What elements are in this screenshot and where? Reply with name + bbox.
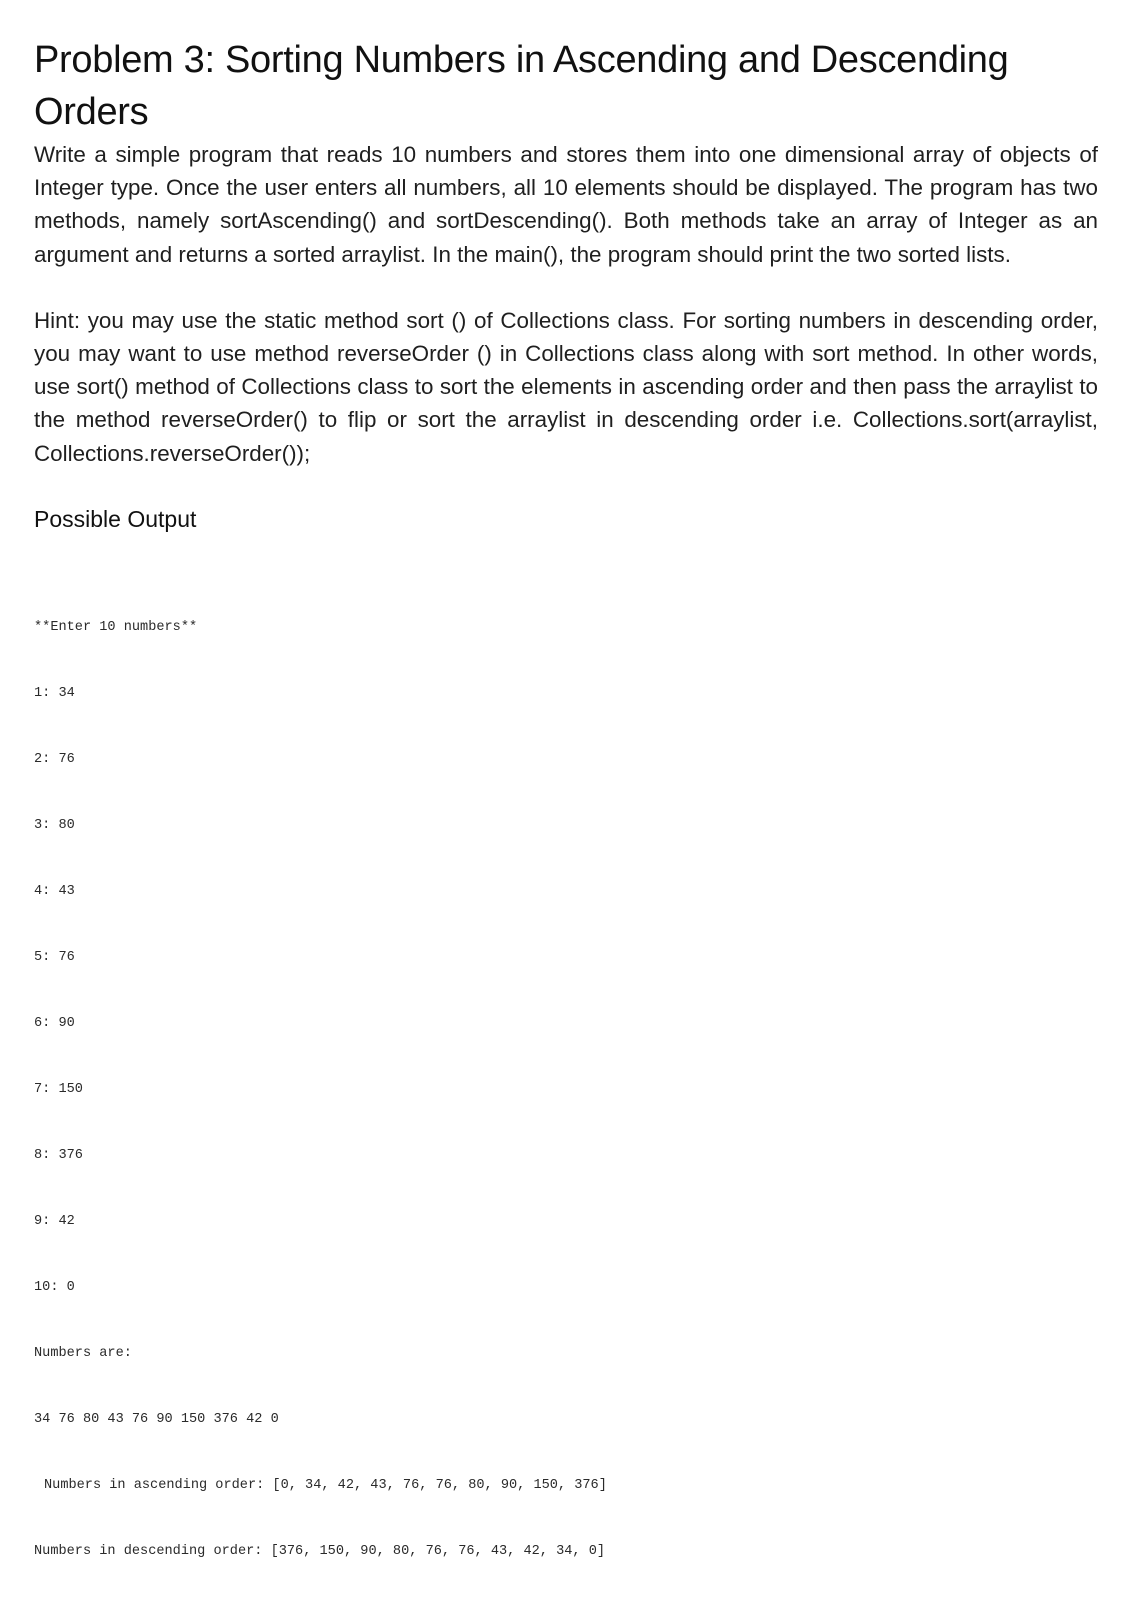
ascending-line: Numbers in ascending order: [0, 34, 42, 43, 76, 76, 80, 90, 150, 376]	[44, 1477, 607, 1493]
hint-paragraph: Hint: you may use the static method sort () of Collections class. For sorting numbers in descending order, you may want to use method reverseOrder () in Collections class along with sort method. In other words, use sort() method of Collections class to sort the elements in ascending order and then pass the arraylist to the method reverseOrder() to flip or sort the arraylist in descending order i.e. Collections.sort(arraylist, Collections.reverseOrder());	[34, 307, 1098, 466]
document-page	[34, 34, 1098, 1607]
console-input-line: 9: 42	[34, 1213, 75, 1229]
output-heading: Possible Output	[34, 505, 197, 532]
numbers-label: Numbers are:	[34, 1345, 132, 1361]
console-input-line: 10: 0	[34, 1279, 75, 1295]
numbers-line: 34 76 80 43 76 90 150 376 42 0	[34, 1411, 279, 1427]
console-input-line: 8: 376	[34, 1147, 83, 1163]
console-input-line: 5: 76	[34, 949, 75, 965]
console-input-line: 2: 76	[34, 751, 75, 767]
problem-title: Problem 3: Sorting Numbers in Ascending and Descending Orders	[34, 39, 1009, 133]
console-prompt: **Enter 10 numbers**	[34, 619, 198, 635]
console-input-line: 1: 34	[34, 685, 75, 701]
problem-description: Write a simple program that reads 10 numbers and stores them into one dimensional array of objects of Integer type. Once the user enters all numbers, all 10 elements should be displayed. The program has two methods, namely sortAscending() and sortDescending(). Both methods take an array of Integer as an argument and returns a sorted arraylist. In the main(), the program should print the two sorted lists.	[34, 142, 1098, 267]
console-input-line: 3: 80	[34, 817, 75, 833]
descending-line: Numbers in descending order: [376, 150, 90, 80, 76, 76, 43, 42, 34, 0]	[34, 1543, 606, 1559]
console-output	[34, 573, 1098, 1607]
console-input-line: 6: 90	[34, 1015, 75, 1031]
console-input-line: 7: 150	[34, 1081, 83, 1097]
console-input-line: 4: 43	[34, 883, 75, 899]
